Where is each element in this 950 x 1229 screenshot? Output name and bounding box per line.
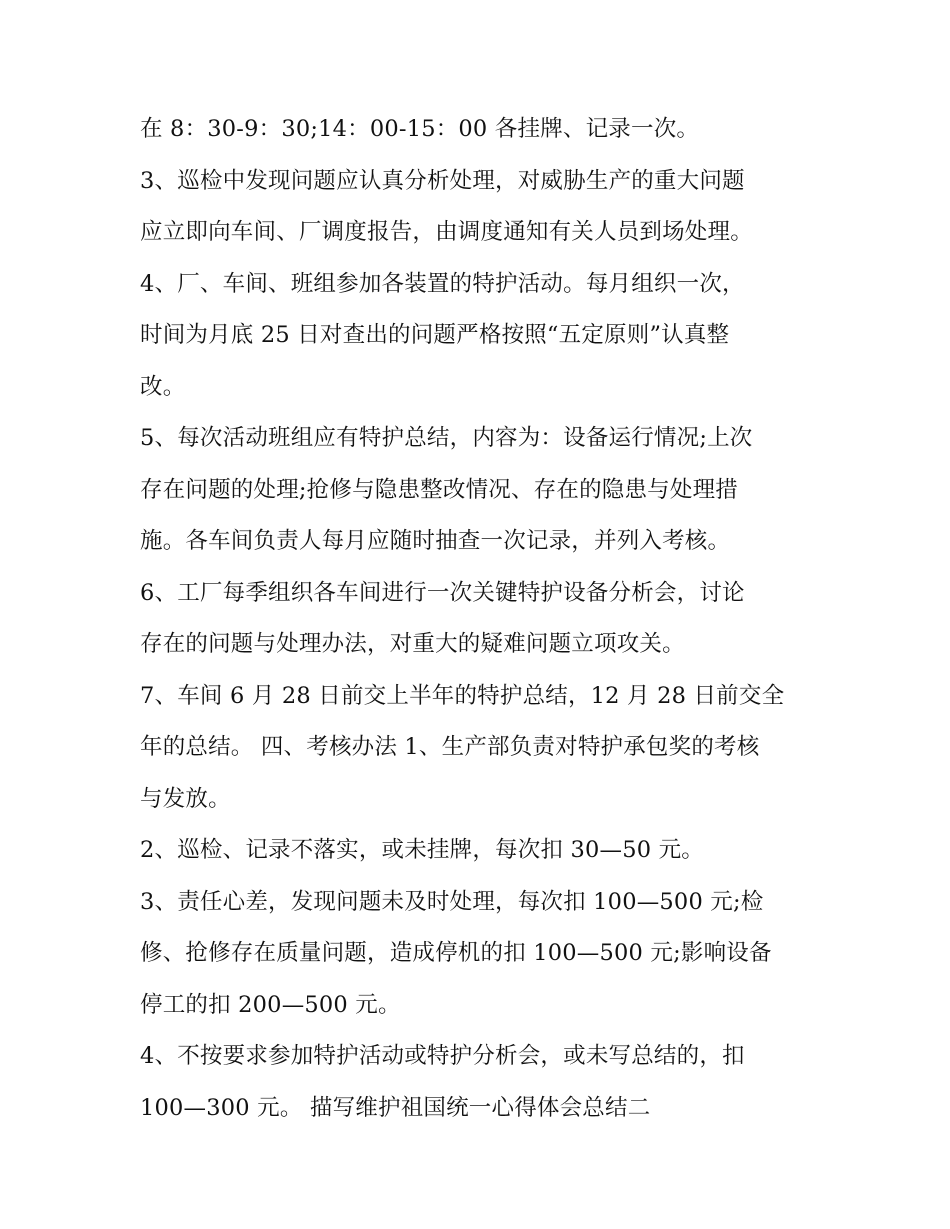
text-line: 存在问题的处理;抢修与隐患整改情况、存在的隐患与处理措 — [140, 476, 738, 503]
text-line: 7、车间 6 月 28 日前交上半年的特护总结，12 月 28 日前交全 — [140, 682, 785, 709]
text-line: 5、每次活动班组应有特护总结，内容为：设备运行情况;上次 — [140, 425, 753, 451]
text-line: 3、巡检中发现问题应认真分析处理，对威胁生产的重大问题 — [140, 167, 745, 194]
text-line: 修、抢修存在质量问题，造成停机的扣 100—500 元;影响设备 — [140, 940, 772, 966]
text-line: 存在的问题与处理办法，对重大的疑难问题立项攻关。 — [140, 631, 685, 657]
text-line: 年的总结。 四、考核办法 1、生产部负责对特护承包奖的考核 — [140, 734, 760, 760]
text-line: 停工的扣 200—500 元。 — [140, 991, 401, 1018]
text-line: 施。各车间负责人每月应随时抽查一次记录，并列入考核。 — [140, 528, 731, 554]
text-line: 3、责任心差，发现问题未及时处理，每次扣 100—500 元;检 — [140, 888, 764, 915]
document-body — [140, 107, 820, 1137]
text-line: 4、不按要求参加特护活动或特护分析会，或未写总结的，扣 — [140, 1043, 745, 1069]
text-line: 改。 — [140, 373, 186, 400]
text-line: 4、厂、车间、班组参加各装置的特护活动。每月组织一次， — [140, 270, 745, 297]
text-line: 6、工厂每季组织各车间进行一次关键特护设备分析会，讨论 — [140, 579, 745, 606]
text-line: 100—300 元。 描写维护祖国统一心得体会总结二 — [140, 1094, 651, 1121]
text-line: 2、巡检、记录不落实，或未挂牌，每次扣 30—50 元。 — [140, 837, 704, 863]
text-line: 在 8：30-9：30;14：00-15：00 各挂牌、记录一次。 — [140, 116, 700, 142]
text-line: 与发放。 — [140, 785, 231, 812]
text-line: 时间为月底 25 日对查出的问题严格按照“五定原则”认真整 — [140, 322, 730, 348]
text-line: 应立即向车间、厂调度报告，由调度通知有关人员到场处理。 — [140, 219, 753, 245]
